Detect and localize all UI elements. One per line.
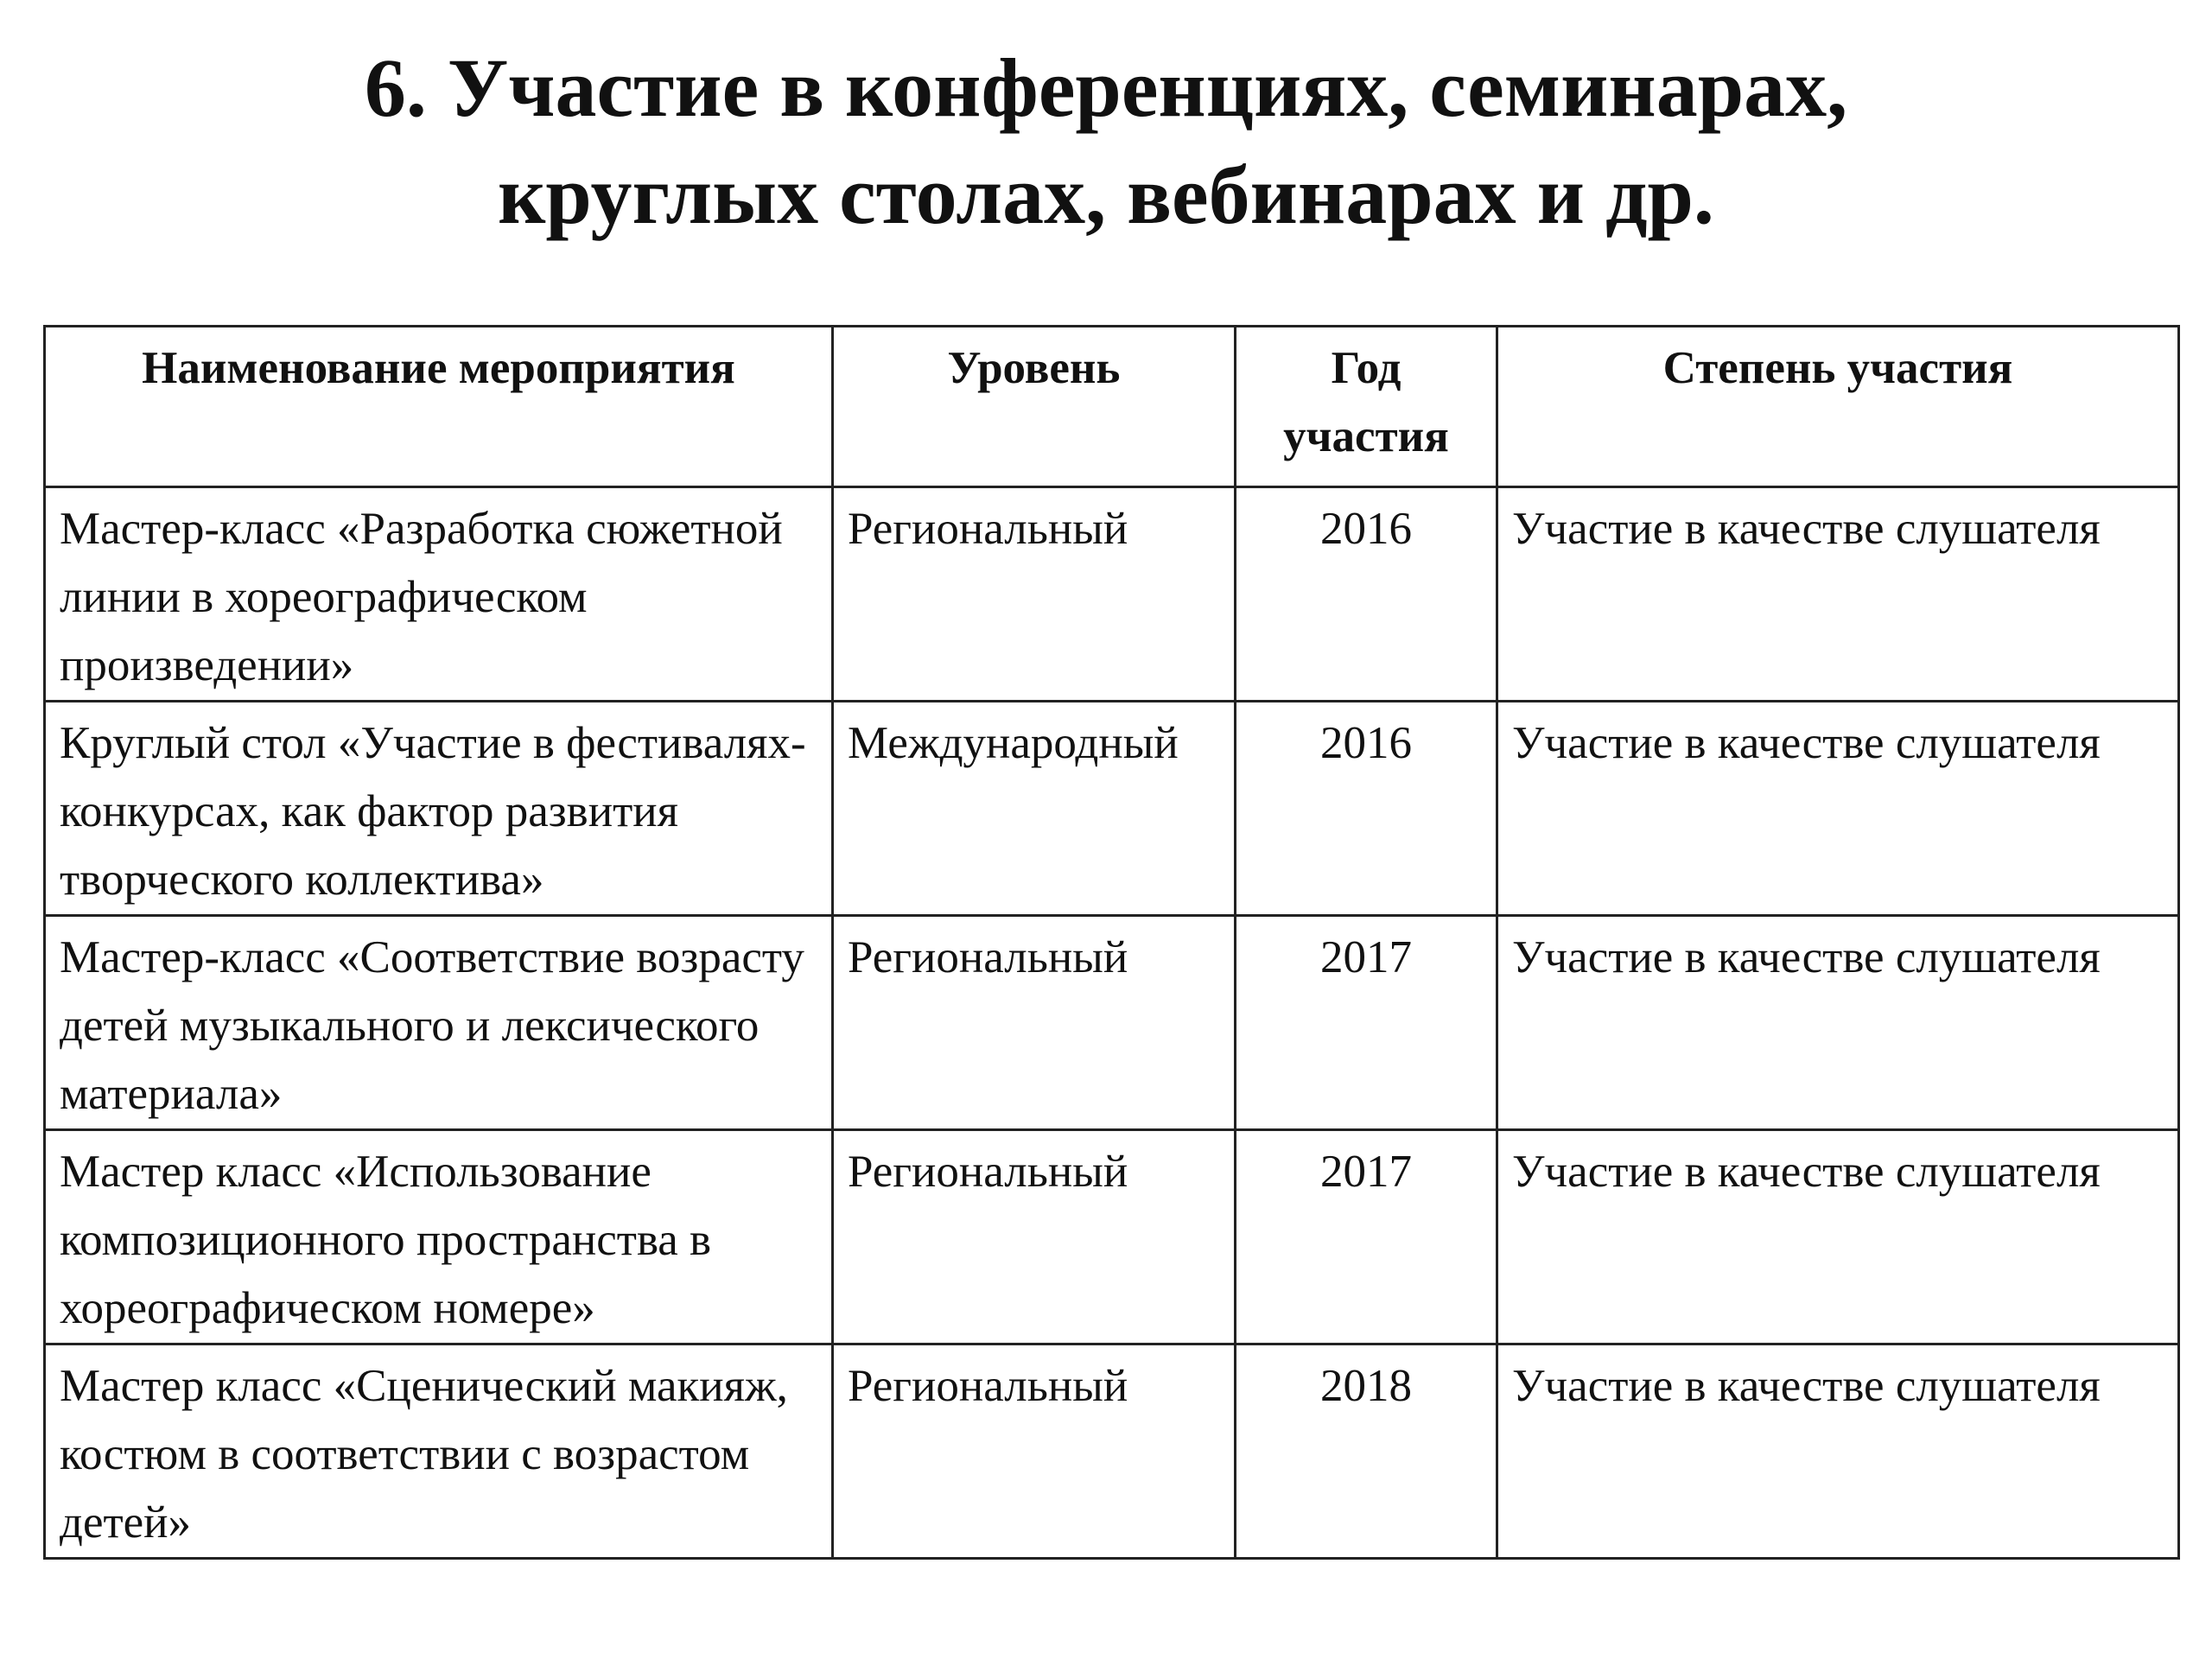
table-row — [45, 1344, 2179, 1559]
level-cell: Международный — [833, 702, 1236, 916]
event-name-cell: Круглый стол «Участие в фестивалях-конкурсах, как фактор развития творческого коллектива» — [45, 702, 833, 916]
participation-cell: Участие в качестве слушателя — [1497, 702, 2179, 916]
table-row — [45, 487, 2179, 702]
participation-cell: Участие в качестве слушателя — [1497, 1130, 2179, 1344]
page-title-line-1: 6. Участие в конференциях, семинарах, — [364, 41, 1848, 134]
participation-cell: Участие в качестве слушателя — [1497, 1344, 2179, 1559]
event-name-cell: Мастер класс «Использование композиционного пространства в хореографическом номере» — [45, 1130, 833, 1344]
event-name-cell: Мастер класс «Сценический макияж, костюм в соответствии с возрастом детей» — [45, 1344, 833, 1559]
events-table — [43, 325, 2180, 1560]
level-cell: Региональный — [833, 487, 1236, 702]
year-cell: 2017 — [1236, 916, 1497, 1130]
year-cell: 2016 — [1236, 702, 1497, 916]
participation-cell: Участие в качестве слушателя — [1497, 916, 2179, 1130]
header-event-name: Наименование мероприятия — [45, 327, 833, 487]
page-title-line-2: круглых столах, вебинарах и др. — [498, 149, 1714, 241]
header-level: Уровень — [833, 327, 1236, 487]
year-cell: 2018 — [1236, 1344, 1497, 1559]
table-row — [45, 702, 2179, 916]
header-participation: Степень участия — [1497, 327, 2179, 487]
level-cell: Региональный — [833, 1344, 1236, 1559]
page-title — [0, 35, 2212, 249]
level-cell: Региональный — [833, 916, 1236, 1130]
table-row — [45, 1130, 2179, 1344]
table-row — [45, 916, 2179, 1130]
table-header-row — [45, 327, 2179, 487]
year-cell: 2016 — [1236, 487, 1497, 702]
header-year: Год участия — [1236, 327, 1497, 487]
year-cell: 2017 — [1236, 1130, 1497, 1344]
participation-cell: Участие в качестве слушателя — [1497, 487, 2179, 702]
level-cell: Региональный — [833, 1130, 1236, 1344]
event-name-cell: Мастер-класс «Соответствие возрасту детей музыкального и лексического материала» — [45, 916, 833, 1130]
event-name-cell: Мастер-класс «Разработка сюжетной линии в хореографическом произведении» — [45, 487, 833, 702]
